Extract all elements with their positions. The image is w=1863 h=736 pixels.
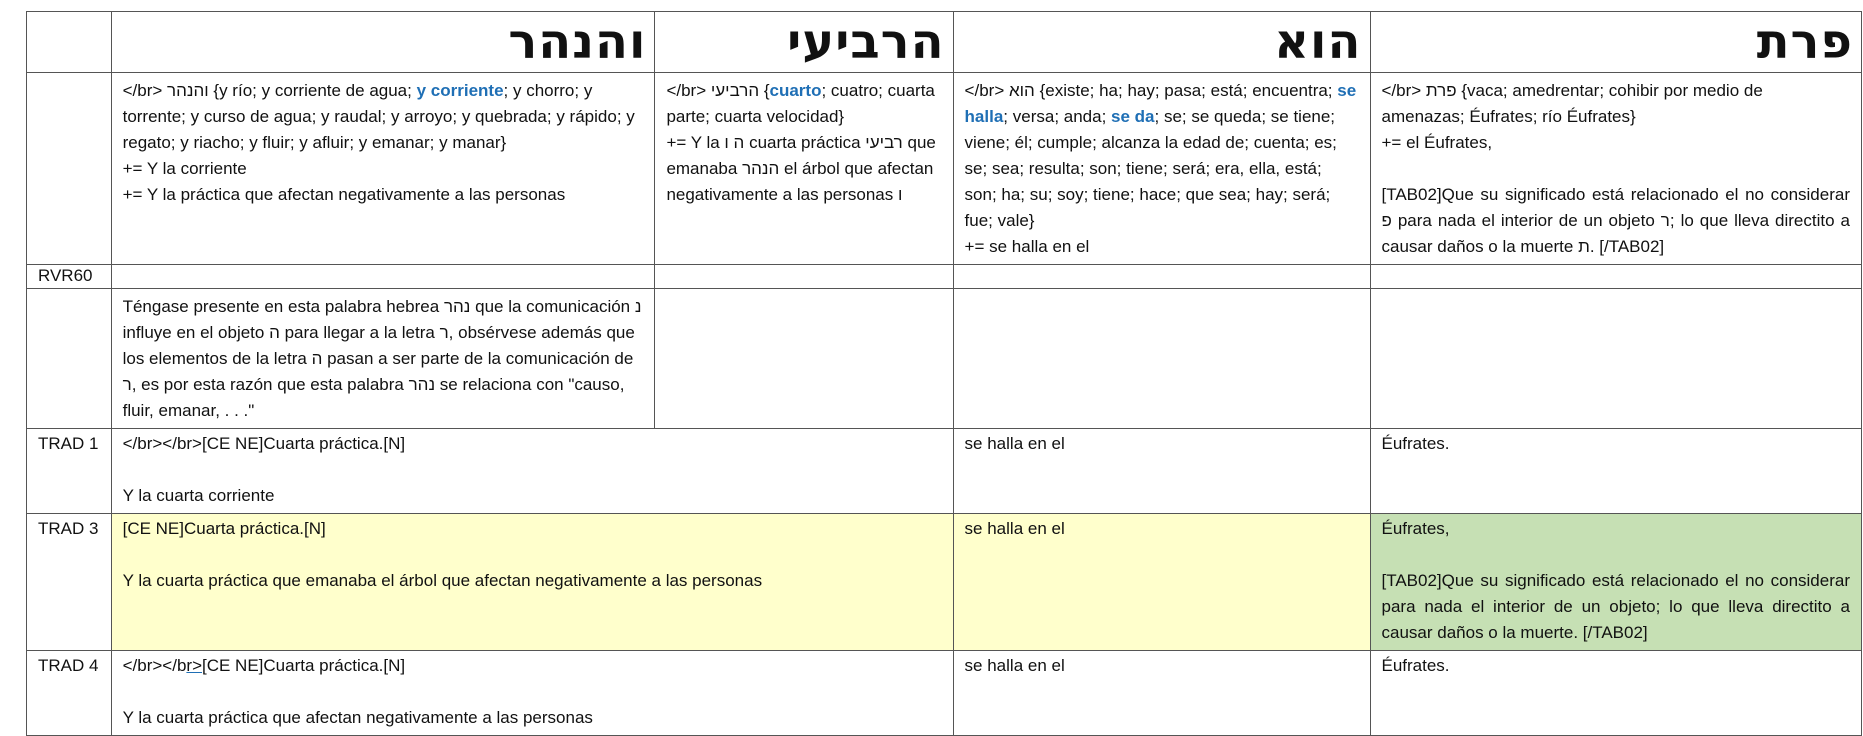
- definition-cell-col4[interactable]: [1370, 73, 1862, 265]
- note-cell-col2[interactable]: [655, 289, 953, 429]
- header-row: [27, 12, 1862, 73]
- rvr60-cell-col1[interactable]: [111, 265, 655, 289]
- definition-addition: += Y la práctica que afectan negativamente a las personas: [122, 185, 566, 204]
- row-label-trad1: TRAD 1: [27, 429, 112, 514]
- trad3-cell-col12[interactable]: [111, 514, 953, 651]
- definition-text: </br> והנהר {y río; y corriente de agua; y corriente; y chorro; y torrente; y curso de agua; y raudal; y arroyo; y quebrada; y rápido; y regato; y riacho; y fluir; y afluir; y emanar; y manar}: [122, 81, 635, 152]
- trad4-translation: Y la cuarta práctica que afectan negativamente a las personas: [122, 708, 593, 727]
- trad4-cell-col4[interactable]: Éufrates.: [1370, 651, 1862, 736]
- note-cell-col1[interactable]: [111, 289, 655, 429]
- definition-cell-col3[interactable]: [953, 73, 1370, 265]
- definition-addition: += el Éufrates,: [1381, 133, 1493, 152]
- label-cell-empty: [27, 73, 112, 265]
- definition-addition: += se halla en el: [964, 237, 1090, 256]
- definition-text: </br> פרת {vaca; amedrentar; cohibir por medio de amenazas; Éufrates; río Éufrates}: [1381, 81, 1763, 126]
- trad1-translation: Y la cuarta corriente: [122, 486, 275, 505]
- hebrew-note: Téngase presente en esta palabra hebrea נהר que la comunicación נ influye en el objeto ה para llegar a la letra ר, obsérvese además que los elementos de la letra ה pasan a ser parte de la comunicación de ר, es por esta razón que esta palabra נהר se relaciona con "causo, fluir, emanar, . . .": [122, 297, 642, 420]
- definition-text: </br> הוא {existe; ha; hay; pasa; está; encuentra; se halla; versa; anda; se da; se; se queda; se tiene; viene; él; cumple; alcanza la edad de; cuenta; es; se; sea; resulta; son; tiene; será; era, ella, está; son; ha; su; soy; tiene; hace; que sea; hay; será; fue; vale}: [964, 81, 1357, 230]
- definition-cell-col1[interactable]: [111, 73, 655, 265]
- label-cell-empty: [27, 289, 112, 429]
- highlighted-term: se halla: [964, 81, 1357, 126]
- trad3-translation: Y la cuarta práctica que emanaba el árbol que afectan negativamente a las personas: [122, 571, 763, 590]
- highlighted-term: y corriente: [416, 81, 504, 100]
- trad4-cell-col12[interactable]: [111, 651, 953, 736]
- rvr60-row: [27, 265, 1862, 289]
- trad4-cell-col3[interactable]: se halla en el: [953, 651, 1370, 736]
- highlighted-term: cuarto: [769, 81, 822, 100]
- trad3-row: [27, 514, 1862, 651]
- row-label-trad3: TRAD 3: [27, 514, 112, 651]
- trad1-cell-col4[interactable]: Éufrates.: [1370, 429, 1862, 514]
- tab02-note: [TAB02]Que su significado está relacionado el no considerar para nada el interior de un objeto; lo que lleva directito a causar daños o la muerte. [/TAB02]: [1381, 571, 1850, 642]
- definition-addition: += Y la corriente: [122, 159, 247, 178]
- header-cell-col3[interactable]: [953, 12, 1370, 73]
- rvr60-cell-col2[interactable]: [655, 265, 953, 289]
- trad3-cell-col3[interactable]: se halla en el: [953, 514, 1370, 651]
- row-label-rvr60: RVR60: [27, 265, 112, 289]
- definition-cell-col2[interactable]: [655, 73, 953, 265]
- trad1-row: [27, 429, 1862, 514]
- trad1-tag-line: </br></br>[CE NE]Cuarta práctica.[N]: [122, 434, 406, 453]
- header-cell-col1[interactable]: [111, 12, 655, 73]
- definition-row: [27, 73, 1862, 265]
- hebrew-word-col4: פרת: [1756, 14, 1853, 70]
- header-cell-col2[interactable]: [655, 12, 953, 73]
- trad3-tag-line: [CE NE]Cuarta práctica.[N]: [122, 519, 326, 538]
- definition-addition: += Y la ה ו cuarta práctica רביעי que emanaba הנהר el árbol que afectan negativamente a las personas ו: [666, 133, 936, 204]
- hebrew-word-col3: הוא: [1274, 14, 1362, 70]
- highlighted-term: se da: [1111, 107, 1155, 126]
- header-cell-col4[interactable]: [1370, 12, 1862, 73]
- trad4-row: [27, 651, 1862, 736]
- trad1-cell-col12[interactable]: [111, 429, 953, 514]
- trad4-tag-line: </br></br>[CE NE]Cuarta práctica.[N]: [122, 656, 406, 675]
- tab02-note: [TAB02]Que su significado está relacionado el no considerar פ para nada el interior de un objeto ר; lo que lleva directito a causar daños o la muerte ת. [/TAB02]: [1381, 185, 1850, 256]
- trad3-cell-col4[interactable]: Éufrates, [TAB02]Que su significado está relacionado el no considerar para nada el interior de un objeto; lo que lleva directito a causar daños o la muerte. [/TAB02]: [1370, 514, 1862, 651]
- label-cell-empty: [27, 12, 112, 73]
- note-cell-col4[interactable]: [1370, 289, 1862, 429]
- note-row: [27, 289, 1862, 429]
- interlinear-table: [26, 11, 1862, 736]
- definition-text: </br> הרביעי {cuarto; cuatro; cuarta parte; cuarta velocidad}: [666, 81, 935, 126]
- trad1-cell-col3[interactable]: se halla en el: [953, 429, 1370, 514]
- row-label-trad4: TRAD 4: [27, 651, 112, 736]
- rvr60-cell-col4[interactable]: [1370, 265, 1862, 289]
- hebrew-word-col2: הרביעי: [787, 14, 945, 70]
- rvr60-cell-col3[interactable]: [953, 265, 1370, 289]
- hebrew-word-col1: והנהר: [508, 14, 647, 70]
- note-cell-col3[interactable]: [953, 289, 1370, 429]
